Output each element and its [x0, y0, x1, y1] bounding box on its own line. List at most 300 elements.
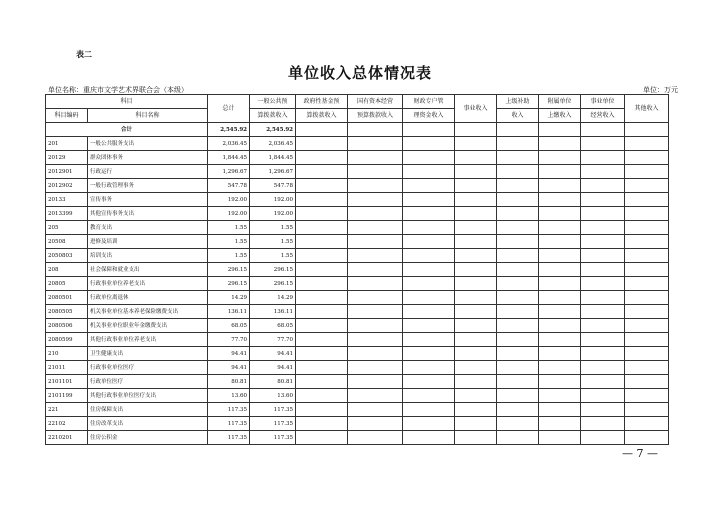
unit-name: 单位名称：重庆市文学艺术界联合会（本级） — [48, 86, 188, 94]
row-general: 1.55 — [250, 221, 296, 235]
empty-cell — [403, 403, 455, 417]
row-general: 296.15 — [250, 277, 296, 291]
empty-cell — [455, 277, 497, 291]
table-row — [46, 277, 669, 291]
row-name: 行政单位离退休 — [88, 291, 208, 305]
empty-cell — [403, 347, 455, 361]
empty-cell — [497, 417, 539, 431]
empty-cell — [539, 333, 581, 347]
empty-cell — [348, 375, 403, 389]
header-business: 事业收入 — [455, 95, 497, 123]
row-total: 2,036.45 — [208, 137, 250, 151]
empty-cell — [497, 375, 539, 389]
empty-cell — [403, 431, 455, 445]
row-general: 80.81 — [250, 375, 296, 389]
table-row — [46, 291, 669, 305]
empty-cell — [497, 165, 539, 179]
empty-cell — [497, 235, 539, 249]
table-row — [46, 165, 669, 179]
row-code: 2012902 — [46, 179, 88, 193]
row-general: 2,036.45 — [250, 137, 296, 151]
empty-cell — [455, 249, 497, 263]
row-total: 1.55 — [208, 235, 250, 249]
empty-cell — [348, 305, 403, 319]
empty-cell — [403, 361, 455, 375]
empty-cell — [455, 207, 497, 221]
row-total: 80.81 — [208, 375, 250, 389]
empty-cell — [403, 151, 455, 165]
empty-cell — [296, 277, 348, 291]
empty-cell — [455, 165, 497, 179]
empty-cell — [581, 431, 625, 445]
row-general: 547.78 — [250, 179, 296, 193]
row-name: 一般公共服务支出 — [88, 137, 208, 151]
empty-cell — [497, 403, 539, 417]
empty-cell — [625, 235, 669, 249]
table-row — [46, 151, 669, 165]
row-general: 136.11 — [250, 305, 296, 319]
row-name: 住房改革支出 — [88, 417, 208, 431]
empty-cell — [539, 137, 581, 151]
empty-cell — [455, 221, 497, 235]
empty-cell — [348, 165, 403, 179]
row-total: 94.41 — [208, 361, 250, 375]
empty-cell — [581, 277, 625, 291]
empty-cell — [539, 151, 581, 165]
empty-cell — [296, 249, 348, 263]
empty-cell — [581, 375, 625, 389]
row-name: 其他宣传事务支出 — [88, 207, 208, 221]
empty-cell — [296, 403, 348, 417]
empty-cell — [539, 361, 581, 375]
empty-cell — [497, 151, 539, 165]
row-code: 2050803 — [46, 249, 88, 263]
empty-cell — [455, 179, 497, 193]
empty-cell — [497, 389, 539, 403]
row-name: 社会保障和就业支出 — [88, 263, 208, 277]
empty-cell — [497, 207, 539, 221]
empty-cell — [403, 389, 455, 403]
row-general: 77.70 — [250, 333, 296, 347]
empty-cell — [348, 235, 403, 249]
empty-cell — [625, 193, 669, 207]
row-code: 20133 — [46, 193, 88, 207]
table-row — [46, 235, 669, 249]
table-row — [46, 137, 669, 151]
row-total: 1,844.45 — [208, 151, 250, 165]
row-total: 77.70 — [208, 333, 250, 347]
empty-cell — [455, 193, 497, 207]
empty-cell — [539, 235, 581, 249]
empty-cell — [455, 431, 497, 445]
header-fiscal-special-2: 理资金收入 — [403, 109, 455, 123]
empty-cell — [539, 263, 581, 277]
empty-cell — [403, 207, 455, 221]
row-code: 2080505 — [46, 305, 88, 319]
empty-cell — [296, 151, 348, 165]
empty-cell — [625, 291, 669, 305]
header-superior-subsidy-1: 上级补助 — [497, 95, 539, 109]
empty-cell — [455, 319, 497, 333]
row-code: 20805 — [46, 277, 88, 291]
income-table — [45, 94, 669, 445]
empty-cell — [497, 179, 539, 193]
empty-cell — [497, 361, 539, 375]
row-general: 1.55 — [250, 249, 296, 263]
row-name: 机关事业单位职业年金缴费支出 — [88, 319, 208, 333]
row-name: 群众团体事务 — [88, 151, 208, 165]
header-affiliated-2: 上缴收入 — [539, 109, 581, 123]
row-name: 进修及培训 — [88, 235, 208, 249]
empty-cell — [455, 137, 497, 151]
row-general: 117.35 — [250, 417, 296, 431]
row-name: 住房公积金 — [88, 431, 208, 445]
empty-cell — [403, 417, 455, 431]
empty-cell — [581, 235, 625, 249]
empty-cell — [348, 249, 403, 263]
empty-cell — [296, 389, 348, 403]
row-general: 1,296.67 — [250, 165, 296, 179]
total-label: 合计 — [46, 123, 208, 137]
empty-cell — [581, 207, 625, 221]
row-total: 296.15 — [208, 277, 250, 291]
header-subject: 科目 — [46, 95, 208, 109]
row-code: 2080599 — [46, 333, 88, 347]
empty-cell — [455, 263, 497, 277]
empty-cell — [497, 263, 539, 277]
row-name: 行政单位医疗 — [88, 375, 208, 389]
row-code: 210 — [46, 347, 88, 361]
empty-cell — [539, 291, 581, 305]
row-total: 117.35 — [208, 417, 250, 431]
empty-cell — [455, 333, 497, 347]
empty-cell — [455, 389, 497, 403]
empty-cell — [348, 361, 403, 375]
empty-cell — [403, 193, 455, 207]
header-code: 科目编码 — [46, 109, 88, 123]
empty-cell — [348, 221, 403, 235]
row-total: 14.29 — [208, 291, 250, 305]
row-total: 1.55 — [208, 249, 250, 263]
row-total: 192.00 — [208, 193, 250, 207]
empty-cell — [581, 263, 625, 277]
row-name: 卫生健康支出 — [88, 347, 208, 361]
empty-cell — [625, 403, 669, 417]
empty-cell — [455, 151, 497, 165]
total-row — [46, 123, 669, 137]
empty-cell — [296, 291, 348, 305]
empty-cell — [625, 389, 669, 403]
empty-cell — [539, 165, 581, 179]
row-total: 1,296.67 — [208, 165, 250, 179]
empty-cell — [581, 137, 625, 151]
header-name: 科目名称 — [88, 109, 208, 123]
empty-cell — [497, 221, 539, 235]
empty-cell — [539, 207, 581, 221]
header-general-budget-1: 一般公共预 — [250, 95, 296, 109]
row-total: 1.55 — [208, 221, 250, 235]
table-row — [46, 221, 669, 235]
row-general: 117.35 — [250, 431, 296, 445]
row-code: 21011 — [46, 361, 88, 375]
row-total: 94.41 — [208, 347, 250, 361]
empty-cell — [348, 389, 403, 403]
empty-cell — [581, 249, 625, 263]
empty-cell — [348, 417, 403, 431]
empty-cell — [296, 137, 348, 151]
empty-cell — [403, 263, 455, 277]
empty-cell — [497, 291, 539, 305]
empty-cell — [625, 165, 669, 179]
empty-cell — [581, 319, 625, 333]
row-name: 其他行政事业单位养老支出 — [88, 333, 208, 347]
empty-cell — [539, 431, 581, 445]
empty-cell — [581, 403, 625, 417]
empty-cell — [296, 347, 348, 361]
row-code: 2210201 — [46, 431, 88, 445]
empty-cell — [539, 277, 581, 291]
empty-cell — [625, 305, 669, 319]
empty-cell — [539, 403, 581, 417]
empty-cell — [296, 193, 348, 207]
empty-cell — [296, 235, 348, 249]
empty-cell — [403, 235, 455, 249]
empty-cell — [625, 361, 669, 375]
empty-cell — [581, 417, 625, 431]
empty-cell — [348, 291, 403, 305]
table-row — [46, 333, 669, 347]
header-operation-2: 经营收入 — [581, 109, 625, 123]
total-sum: 2,545.92 — [208, 123, 250, 137]
empty-cell — [539, 193, 581, 207]
empty-cell — [539, 389, 581, 403]
empty-cell — [625, 333, 669, 347]
empty-cell — [296, 179, 348, 193]
row-code: 2101199 — [46, 389, 88, 403]
empty-cell — [625, 179, 669, 193]
row-general: 14.29 — [250, 291, 296, 305]
empty-cell — [296, 305, 348, 319]
empty-cell — [348, 333, 403, 347]
empty-cell — [625, 263, 669, 277]
empty-cell — [581, 305, 625, 319]
empty-cell — [581, 193, 625, 207]
empty-cell — [455, 235, 497, 249]
row-general: 192.00 — [250, 193, 296, 207]
empty-cell — [455, 403, 497, 417]
empty-cell — [348, 347, 403, 361]
empty-cell — [348, 151, 403, 165]
row-code: 2013399 — [46, 207, 88, 221]
empty-cell — [625, 249, 669, 263]
empty-cell — [539, 221, 581, 235]
empty-cell — [296, 165, 348, 179]
header-gov-fund-1: 政府性基金预 — [296, 95, 348, 109]
empty-cell — [539, 417, 581, 431]
empty-cell — [348, 431, 403, 445]
row-general: 1.55 — [250, 235, 296, 249]
empty-cell — [625, 137, 669, 151]
empty-cell — [455, 347, 497, 361]
empty-cell — [455, 417, 497, 431]
empty-cell — [348, 207, 403, 221]
empty-cell — [403, 249, 455, 263]
empty-cell — [497, 431, 539, 445]
empty-cell — [348, 193, 403, 207]
empty-cell — [296, 207, 348, 221]
empty-cell — [539, 305, 581, 319]
empty-cell — [455, 361, 497, 375]
table-label: 表二 — [76, 49, 92, 59]
empty-cell — [348, 179, 403, 193]
empty-cell — [625, 277, 669, 291]
row-code: 205 — [46, 221, 88, 235]
row-total: 13.60 — [208, 389, 250, 403]
empty-cell — [403, 319, 455, 333]
row-code: 221 — [46, 403, 88, 417]
empty-cell — [539, 179, 581, 193]
empty-cell — [348, 319, 403, 333]
row-code: 20508 — [46, 235, 88, 249]
header-gov-fund-2: 算拨款收入 — [296, 109, 348, 123]
row-name: 行政事业单位医疗 — [88, 361, 208, 375]
row-general: 94.41 — [250, 361, 296, 375]
row-general: 13.60 — [250, 389, 296, 403]
table-row — [46, 375, 669, 389]
row-name: 一般行政管理事务 — [88, 179, 208, 193]
row-name: 其他行政事业单位医疗支出 — [88, 389, 208, 403]
row-total: 68.05 — [208, 319, 250, 333]
empty-cell — [348, 403, 403, 417]
row-total: 296.15 — [208, 263, 250, 277]
row-name: 机关事业单位基本养老保险缴费支出 — [88, 305, 208, 319]
empty-cell — [497, 249, 539, 263]
header-general-budget-2: 算拨款收入 — [250, 109, 296, 123]
empty-cell — [581, 151, 625, 165]
unit-label: 单位：万元 — [643, 86, 678, 94]
row-general: 68.05 — [250, 319, 296, 333]
empty-cell — [348, 263, 403, 277]
empty-cell — [403, 291, 455, 305]
empty-cell — [403, 375, 455, 389]
row-code: 208 — [46, 263, 88, 277]
empty-cell — [296, 221, 348, 235]
empty-cell — [403, 277, 455, 291]
row-name: 培训支出 — [88, 249, 208, 263]
empty-cell — [296, 333, 348, 347]
empty-cell — [497, 193, 539, 207]
empty-cell — [581, 361, 625, 375]
table-row — [46, 305, 669, 319]
header-state-capital-2: 预算拨款收入 — [348, 109, 403, 123]
empty-cell — [403, 221, 455, 235]
empty-cell — [348, 277, 403, 291]
empty-cell — [497, 305, 539, 319]
empty-cell — [455, 375, 497, 389]
empty-cell — [539, 347, 581, 361]
total-general: 2,545.92 — [250, 123, 296, 137]
page-title: 单位收入总体情况表 — [287, 64, 432, 82]
empty-cell — [625, 431, 669, 445]
row-total: 117.35 — [208, 403, 250, 417]
row-name: 宣传事务 — [88, 193, 208, 207]
empty-cell — [497, 333, 539, 347]
row-code: 2012901 — [46, 165, 88, 179]
table-row — [46, 207, 669, 221]
row-name: 行政运行 — [88, 165, 208, 179]
table-row — [46, 193, 669, 207]
empty-cell — [625, 151, 669, 165]
header-total: 总计 — [208, 95, 250, 123]
empty-cell — [581, 221, 625, 235]
empty-cell — [625, 347, 669, 361]
empty-cell — [296, 361, 348, 375]
empty-cell — [296, 417, 348, 431]
empty-cell — [403, 165, 455, 179]
empty-cell — [539, 249, 581, 263]
empty-cell — [497, 277, 539, 291]
header-superior-subsidy-2: 收入 — [497, 109, 539, 123]
row-code: 201 — [46, 137, 88, 151]
table-row — [46, 347, 669, 361]
empty-cell — [403, 137, 455, 151]
empty-cell — [625, 221, 669, 235]
empty-cell — [581, 291, 625, 305]
empty-cell — [497, 137, 539, 151]
empty-cell — [403, 333, 455, 347]
empty-cell — [625, 319, 669, 333]
row-code: 2101101 — [46, 375, 88, 389]
empty-cell — [403, 179, 455, 193]
row-total: 117.35 — [208, 431, 250, 445]
empty-cell — [455, 291, 497, 305]
header-state-capital-1: 国有资本经营 — [348, 95, 403, 109]
empty-cell — [581, 389, 625, 403]
empty-cell — [296, 263, 348, 277]
row-name: 住房保障支出 — [88, 403, 208, 417]
table-row — [46, 431, 669, 445]
empty-cell — [581, 347, 625, 361]
empty-cell — [625, 417, 669, 431]
row-total: 136.11 — [208, 305, 250, 319]
row-code: 2080501 — [46, 291, 88, 305]
row-total: 192.00 — [208, 207, 250, 221]
empty-cell — [625, 375, 669, 389]
table-row — [46, 389, 669, 403]
row-name: 行政事业单位养老支出 — [88, 277, 208, 291]
header-operation-1: 事业单位 — [581, 95, 625, 109]
row-code: 20129 — [46, 151, 88, 165]
empty-cell — [497, 347, 539, 361]
empty-cell — [296, 431, 348, 445]
empty-cell — [403, 305, 455, 319]
empty-cell — [539, 375, 581, 389]
table-row — [46, 319, 669, 333]
header-fiscal-special-1: 财政专户管 — [403, 95, 455, 109]
table-row — [46, 249, 669, 263]
table-row — [46, 417, 669, 431]
row-total: 547.78 — [208, 179, 250, 193]
empty-cell — [581, 179, 625, 193]
empty-cell — [497, 319, 539, 333]
row-general: 1,844.45 — [250, 151, 296, 165]
empty-cell — [625, 207, 669, 221]
row-code: 22102 — [46, 417, 88, 431]
row-code: 2080506 — [46, 319, 88, 333]
row-name: 教育支出 — [88, 221, 208, 235]
table-row — [46, 263, 669, 277]
empty-cell — [581, 165, 625, 179]
